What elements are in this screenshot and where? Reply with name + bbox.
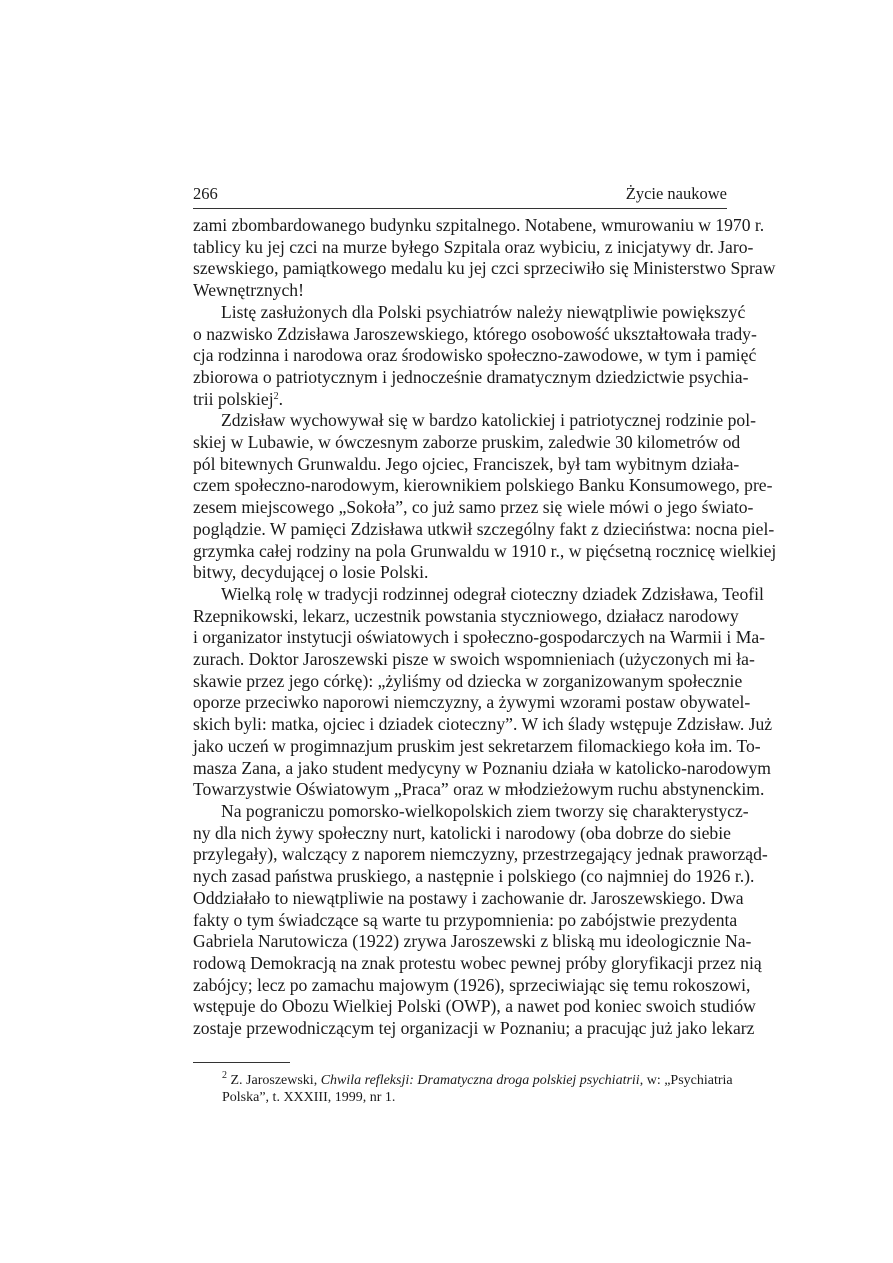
text-line: skich byli: matka, ojciec i dziadek cioteczny”. W ich ślady wstępuje Zdzisław. Już bbox=[193, 714, 773, 735]
text-line: zurach. Doktor Jaroszewski pisze w swoich wspomnieniach (użyczonych mi ła- bbox=[193, 649, 755, 670]
text-line: oporze przeciwko naporowi niemczyzny, a żywymi wzorami postaw obywatel- bbox=[193, 692, 751, 713]
text-line: Oddziałało to niewątpliwie na postawy i zachowanie dr. Jaroszewskiego. Dwa bbox=[193, 887, 744, 908]
page-number: 266 bbox=[193, 184, 218, 203]
text-line: tablicy ku jej czci na murze byłego Szpitala oraz wybiciu, z inicjatywy dr. Jaro- bbox=[193, 236, 754, 257]
line-text: . bbox=[278, 388, 284, 409]
document-page bbox=[193, 184, 777, 1106]
body-text bbox=[193, 215, 777, 1040]
text-line: zesem miejscowego „Sokoła”, co już samo przez się wiele mówi o jego świato- bbox=[193, 497, 754, 518]
text-line bbox=[193, 389, 727, 411]
text-line: i organizator instytucji oświatowych i społeczno-gospodarczych na Warmii i Ma- bbox=[193, 627, 766, 648]
text-line: skiej w Lubawie, w ówczesnym zaborze pruskim, zaledwie 30 kilometrów od bbox=[193, 432, 741, 453]
running-header bbox=[193, 184, 727, 209]
footnote-reference[interactable]: 2 bbox=[273, 390, 279, 402]
footnote-title: Chwila refleksji: Dramatyczna droga polskiej psychiatrii bbox=[320, 1072, 640, 1088]
text-line: fakty o tym świadczące są warte tu przypomnienia: po zabójstwie prezydenta bbox=[193, 909, 738, 930]
text-line: Listę zasłużonych dla Polski psychiatrów należy niewątpliwie powiększyć bbox=[221, 301, 746, 322]
text-line: ny dla nich żywy społeczny nurt, katolicki i narodowy (oba dobrze do siebie bbox=[193, 822, 731, 843]
text-line: rodową Demokracją na znak protestu wobec pewnej próby gloryfikacji przez nią bbox=[193, 952, 762, 973]
paragraph bbox=[193, 583, 773, 801]
text-line: zbiorowa o patriotycznym i jednocześnie dramatycznym dziedzictwie psychia- bbox=[193, 366, 749, 387]
text-line: jako uczeń w progimnazjum pruskim jest sekretarzem filomackiego koła im. To- bbox=[193, 735, 761, 756]
text-line: zostaje przewodniczącym tej organizacji w Poznaniu; a pracując już jako lekarz bbox=[193, 1018, 755, 1039]
text-line: Zdzisław wychowywał się w bardzo katolickiej i patriotycznej rodzinie pol- bbox=[221, 410, 756, 431]
text-line: cja rodzinna i narodowa oraz środowisko społeczno-zawodowe, w tym i pamięć bbox=[193, 345, 757, 366]
text-line: Gabriela Narutowicza (1922) zrywa Jaroszewski z bliską mu ideologicznie Na- bbox=[193, 931, 752, 952]
text-line: o nazwisko Zdzisława Jaroszewskiego, którego osobowość ukształtowała trady- bbox=[193, 323, 757, 344]
footnote-number: 2 bbox=[222, 1069, 227, 1081]
text-line: zami zbombardowanego budynku szpitalnego. Notabene, wmurowaniu w 1970 r. bbox=[193, 215, 765, 235]
footnote-author: Z. Jaroszewski, bbox=[230, 1072, 321, 1088]
text-line: wstępuje do Obozu Wielkiej Polski (OWP), a nawet pod koniec swoich studiów bbox=[193, 996, 756, 1017]
text-line: szewskiego, pamiątkowego medalu ku jej czci sprzeciwiło się Ministerstwo Spraw bbox=[193, 258, 776, 279]
text-line: Towarzystwie Oświatowym „Praca” oraz w młodzieżowym ruchu abstynenckim. bbox=[193, 779, 765, 800]
text-line: bitwy, decydującej o losie Polski. bbox=[193, 562, 429, 583]
paragraph bbox=[193, 410, 777, 584]
text-line: skawie przez jego córkę): „żyliśmy od dziecka w zorganizowanym społecznie bbox=[193, 670, 743, 691]
text-line: Na pograniczu pomorsko-wielkopolskich ziem tworzy się charakterystycz- bbox=[221, 800, 749, 821]
text-line: zabójcy; lecz po zamachu majowym (1926), sprzeciwiając się temu rokoszowi, bbox=[193, 974, 751, 995]
footnote-line-1 bbox=[222, 1069, 733, 1089]
text-line: pól bitewnych Grunwaldu. Jego ojciec, Franciszek, był tam wybitnym działa- bbox=[193, 453, 740, 474]
text-line: poglądzie. W pamięci Zdzisława utkwił szczególny fakt z dzieciństwa: nocna piel- bbox=[193, 518, 775, 539]
text-line: czem społeczno-narodowym, kierownikiem polskiego Banku Konsumowego, pre- bbox=[193, 475, 773, 496]
text-line: przylegały), walczący z naporem niemczyzny, przestrzegający jednak praworząd- bbox=[193, 844, 768, 865]
paragraph bbox=[193, 800, 768, 1040]
footnote-separator bbox=[193, 1062, 290, 1063]
footnote bbox=[193, 1069, 733, 1106]
paragraph bbox=[193, 301, 757, 411]
text-line: grzymka całej rodziny na pola Grunwaldu w 1910 r., w pięćsetną rocznicę wielkiej bbox=[193, 540, 777, 561]
footnote-line-2: Polska”, t. XXXIII, 1999, nr 1. bbox=[222, 1089, 396, 1105]
text-line: Rzepnikowski, lekarz, uczestnik powstania styczniowego, działacz narodowy bbox=[193, 605, 739, 626]
line-text: trii polskiej bbox=[193, 388, 274, 409]
footnote-source: , w: „Psychiatria bbox=[639, 1072, 733, 1088]
paragraph bbox=[193, 215, 776, 302]
running-title: Życie naukowe bbox=[625, 184, 727, 203]
text-line: Wielką rolę w tradycji rodzinnej odegrał cioteczny dziadek Zdzisława, Teofil bbox=[221, 583, 764, 604]
text-line: masza Zana, a jako student medycyny w Poznaniu działa w katolicko-narodowym bbox=[193, 757, 771, 778]
text-line: nych zasad państwa pruskiego, a następnie i polskiego (co najmniej do 1926 r.). bbox=[193, 866, 755, 887]
text-line: Wewnętrznych! bbox=[193, 280, 304, 301]
